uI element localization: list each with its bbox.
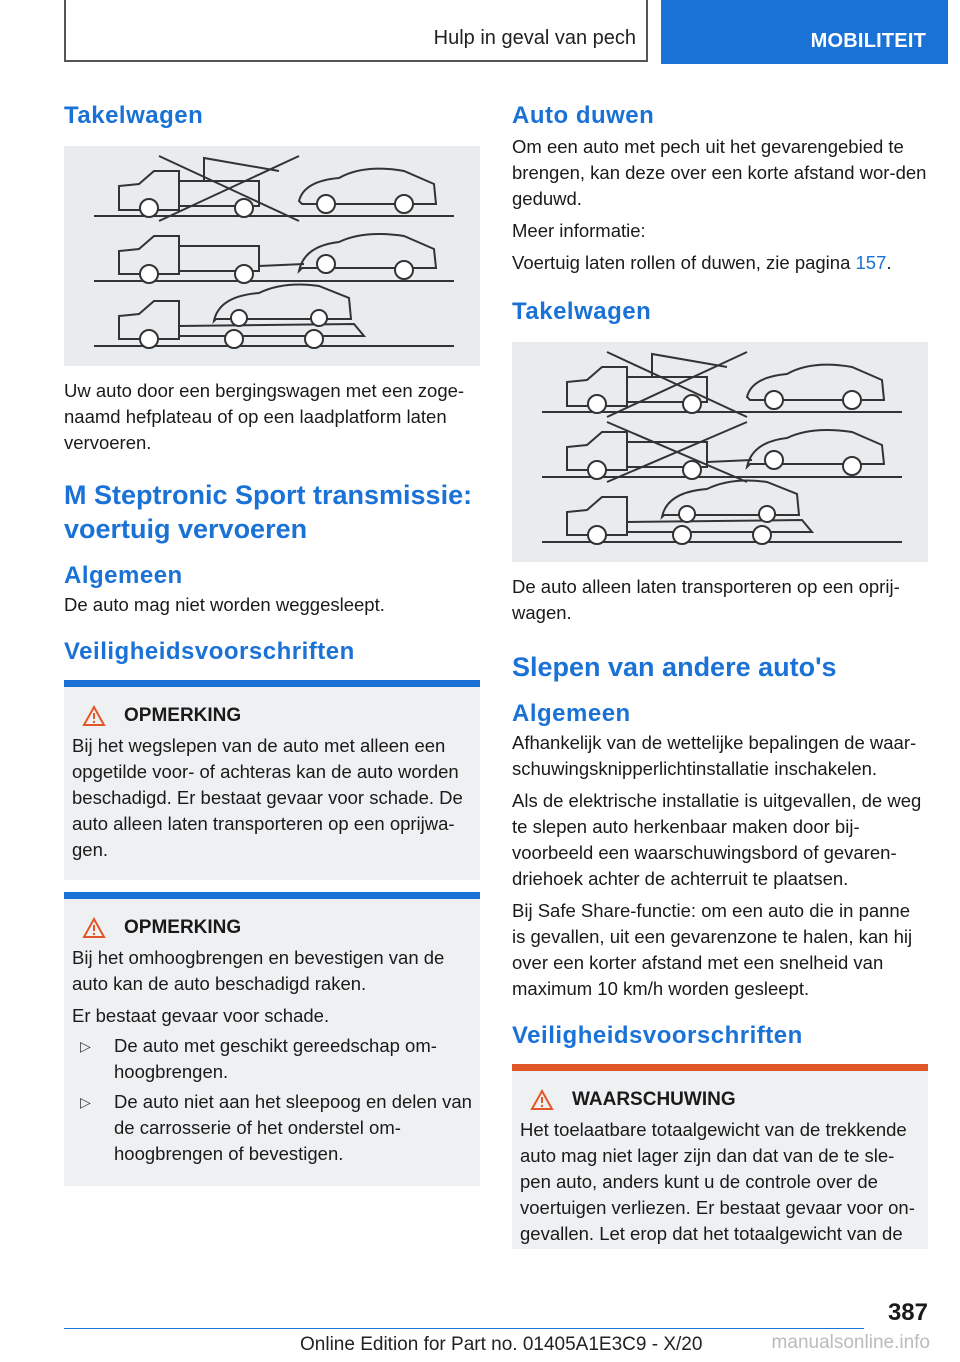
- page-link[interactable]: 157: [855, 252, 887, 273]
- note-title-2: [82, 917, 472, 939]
- paragraph-more-info: Meer informatie:: [512, 220, 646, 241]
- note-title-1-text: OPMERKING: [124, 705, 242, 726]
- note-text-1: Bij het wegslepen van de auto met alleen een opgetilde voor- of achteras kan de auto worden beschadigd. Er bestaat gevaar voor schade. De auto alleen laten transporteren op een oprijwa-gen.: [72, 735, 463, 860]
- bullet-triangle-icon: ▷: [80, 1094, 91, 1110]
- header-section-box: [64, 0, 648, 62]
- paragraph-electrical: Als de elektrische installatie is uitgevallen, de weg te slepen auto herkenbaar maken door bij-voorbeeld een waarschuwingsbord of gevaren-driehoek achter de achterruit te plaatsen.: [512, 790, 922, 889]
- paragraph-safe-share: Bij Safe Share-functie: om een auto die in panne is gevallen, uit een gevarenzone te halen, kan hij over een korter afstand met een snelheid van maximum 10 km/h worden gesleept.: [512, 900, 913, 999]
- header-section-title: Hulp in geval van pech: [433, 27, 636, 49]
- heading-algemeen: Algemeen: [64, 562, 183, 589]
- right-column: [512, 102, 928, 1249]
- heading-takelwagen-2: Takelwagen: [512, 298, 652, 325]
- warning-triangle-icon: [82, 705, 106, 727]
- footer-divider: [64, 1328, 864, 1329]
- tow-truck-drawing-2: [512, 342, 928, 562]
- tow-truck-illustration: [64, 146, 480, 366]
- heading-slepen: Slepen van andere auto's: [512, 652, 837, 682]
- heading-auto-duwen: Auto duwen: [512, 102, 655, 129]
- paragraph-hazard: Afhankelijk van de wettelijke bepalingen de waar-schuwingsknipperlichtinstallatie inschakelen.: [512, 732, 917, 779]
- header-chapter-label: MOBILITEIT: [810, 30, 926, 52]
- bullet-text: De auto niet aan het sleepoog en delen van de carrosserie of het onderstel om-hoogbrengen of bevestigen.: [114, 1091, 472, 1164]
- footer-edition: Online Edition for Part no. 01405A1E3C9 - X/20: [300, 1334, 703, 1355]
- heading-safety-2: Veiligheidsvoorschriften: [512, 1022, 803, 1049]
- left-column: [64, 102, 480, 1186]
- header-chapter-tab[interactable]: [661, 0, 948, 64]
- tow-truck-drawing: [64, 146, 480, 366]
- note-text-2b: Er bestaat gevaar voor schade.: [72, 1005, 330, 1026]
- page-number: 387: [887, 1299, 928, 1326]
- watermark: manualsonline.info: [771, 1332, 930, 1353]
- warning-box: [512, 1064, 928, 1249]
- note-title-1: [82, 705, 472, 727]
- see-page-period: .: [886, 252, 892, 273]
- tow-truck-illustration-2: [512, 342, 928, 562]
- paragraph-see-page: [512, 250, 928, 276]
- bullet-triangle-icon: ▷: [80, 1038, 91, 1054]
- paragraph-transport: Uw auto door een bergingswagen met een zoge-naamd hefplateau of op een laadplatform laten vervoeren.: [64, 380, 465, 453]
- note-box-2: [64, 892, 480, 1186]
- note-box-1: [64, 680, 480, 880]
- list-item: [72, 1089, 472, 1167]
- note-title-2-text: OPMERKING: [124, 917, 242, 938]
- bullet-text: De auto met geschikt gereedschap om-hoogbrengen.: [114, 1035, 437, 1082]
- warning-text: Het toelaatbare totaalgewicht van de trekkende auto mag niet lager zijn dan dat van de te sle-pen auto, anders kunt u de controle over de voertuigen verliezen. Er bestaat gevaar voor on-gevallen. Let erop dat het totaalgewicht van de: [520, 1119, 915, 1244]
- see-page-text: Voertuig laten rollen of duwen, zie pagina: [512, 252, 851, 273]
- warning-triangle-icon: [530, 1089, 554, 1111]
- heading-safety: Veiligheidsvoorschriften: [64, 638, 355, 665]
- heading-algemeen-2: Algemeen: [512, 700, 631, 727]
- paragraph-no-towing: De auto mag niet worden weggesleept.: [64, 594, 385, 615]
- heading-takelwagen: Takelwagen: [64, 102, 204, 129]
- warning-title: [530, 1089, 920, 1111]
- note-text-2a: Bij het omhoogbrengen en bevestigen van de auto kan de auto beschadigd raken.: [72, 947, 445, 994]
- list-item: [72, 1033, 472, 1085]
- warning-title-text: WAARSCHUWING: [572, 1089, 736, 1110]
- heading-steptronic: M Steptronic Sport transmissie: voertuig vervoeren: [64, 480, 473, 544]
- paragraph-oprijwagen: De auto alleen laten transporteren op een oprij-wagen.: [512, 576, 900, 623]
- warning-triangle-icon: [82, 917, 106, 939]
- paragraph-push: Om een auto met pech uit het gevarengebied te brengen, kan deze over een korte afstand wor-den geduwd.: [512, 136, 927, 209]
